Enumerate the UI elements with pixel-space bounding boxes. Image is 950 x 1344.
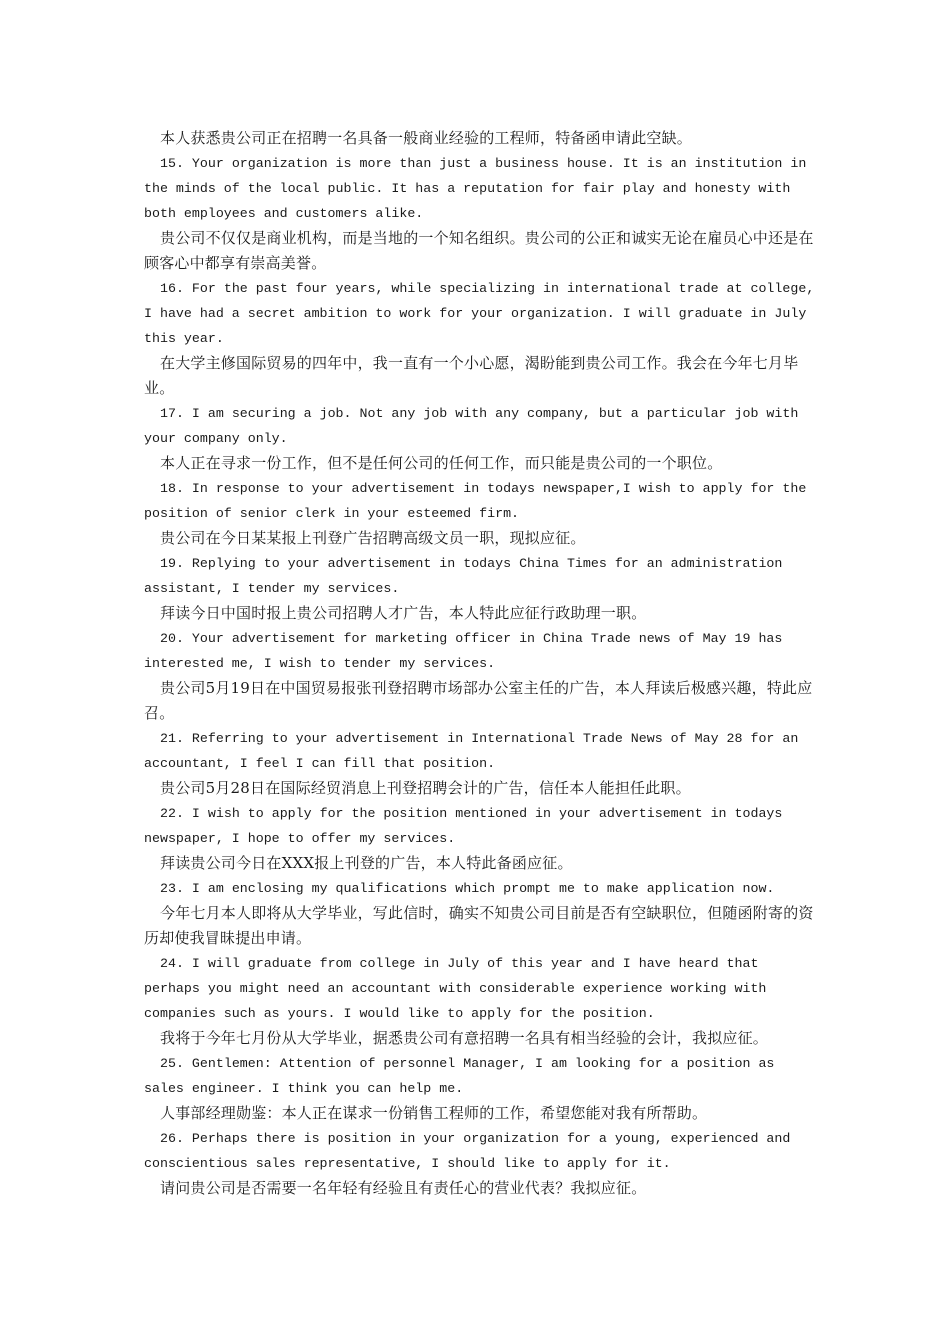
paragraph-zh: 贵公司在今日某某报上刊登广告招聘高级文员一职，现拟应征。 <box>160 529 586 547</box>
paragraph-zh: 贵公司5月28日在国际经贸消息上刊登招聘会计的广告，信任本人能担任此职。 <box>160 779 691 797</box>
paragraph-en: 26. Perhaps there is position in your organization for a young, experienced and conscientious sales representative, I should like to apply for it. <box>144 1131 791 1171</box>
paragraph-en: 23. I am enclosing my qualifications which prompt me to make application now. <box>160 881 775 896</box>
document-body <box>144 126 816 1201</box>
paragraph-zh: 我将于今年七月份从大学毕业，据悉贵公司有意招聘一名具有相当经验的会计，我拟应征。 <box>160 1029 769 1047</box>
paragraph-zh: 本人获悉贵公司正在招聘一名具备一般商业经验的工程师，特备函申请此空缺。 <box>160 129 693 147</box>
paragraph-zh: 今年七月本人即将从大学毕业，写此信时，确实不知贵公司目前是否有空缺职位，但随函附寄的资历却使我冒昧提出申请。 <box>144 904 814 947</box>
paragraph-zh: 贵公司5月19日在中国贸易报张刊登招聘市场部办公室主任的广告，本人拜读后极感兴趣，特此应召。 <box>144 679 813 722</box>
paragraph-en: 25. Gentlemen: Attention of personnel Manager, I am looking for a position as sales engineer. I think you can help me. <box>144 1056 775 1096</box>
paragraph-en: 22. I wish to apply for the position mentioned in your advertisement in todays newspaper, I hope to offer my services. <box>144 806 783 846</box>
paragraph-zh: 拜读贵公司今日在XXX报上刊登的广告，本人特此备函应征。 <box>160 854 573 872</box>
paragraph-en: 19. Replying to your advertisement in todays China Times for an administration assistant, I tender my services. <box>144 556 783 596</box>
paragraph-zh: 贵公司不仅仅是商业机构，而是当地的一个知名组织。贵公司的公正和诚实无论在雇员心中还是在顾客心中都享有崇高美誉。 <box>144 229 814 272</box>
paragraph-en: 21. Referring to your advertisement in International Trade News of May 28 for an accountant, I feel I can fill that position. <box>144 731 799 771</box>
paragraph-zh: 人事部经理勋鉴：本人正在谋求一份销售工程师的工作，希望您能对我有所帮助。 <box>160 1104 708 1122</box>
paragraph-zh: 在大学主修国际贸易的四年中，我一直有一个小心愿，渴盼能到贵公司工作。我会在今年七月毕业。 <box>144 354 799 397</box>
paragraph-zh: 拜读今日中国时报上贵公司招聘人才广告，本人特此应征行政助理一职。 <box>160 604 647 622</box>
paragraph-en: 16. For the past four years, while specializing in international trade at college, I have had a secret ambition to work for your organization. I will graduate in July this year. <box>144 281 815 346</box>
paragraph-en: 18. In response to your advertisement in todays newspaper,I wish to apply for the position of senior clerk in your esteemed firm. <box>144 481 807 521</box>
paragraph-en: 17. I am securing a job. Not any job with any company, but a particular job with your company only. <box>144 406 799 446</box>
paragraph-zh: 请问贵公司是否需要一名年轻有经验且有责任心的营业代表？我拟应征。 <box>160 1179 647 1197</box>
paragraph-en: 20. Your advertisement for marketing officer in China Trade news of May 19 has interested me, I wish to tender my services. <box>144 631 783 671</box>
paragraph-en: 24. I will graduate from college in July of this year and I have heard that perhaps you might need an accountant with considerable experience working with companies such as yours. I would like to apply for the position. <box>144 956 767 1021</box>
paragraph-en: 15. Your organization is more than just a business house. It is an institution in the minds of the local public. It has a reputation for fair play and honesty with both employees and customers alike. <box>144 156 807 221</box>
paragraph-zh: 本人正在寻求一份工作，但不是任何公司的任何工作，而只能是贵公司的一个职位。 <box>160 454 723 472</box>
